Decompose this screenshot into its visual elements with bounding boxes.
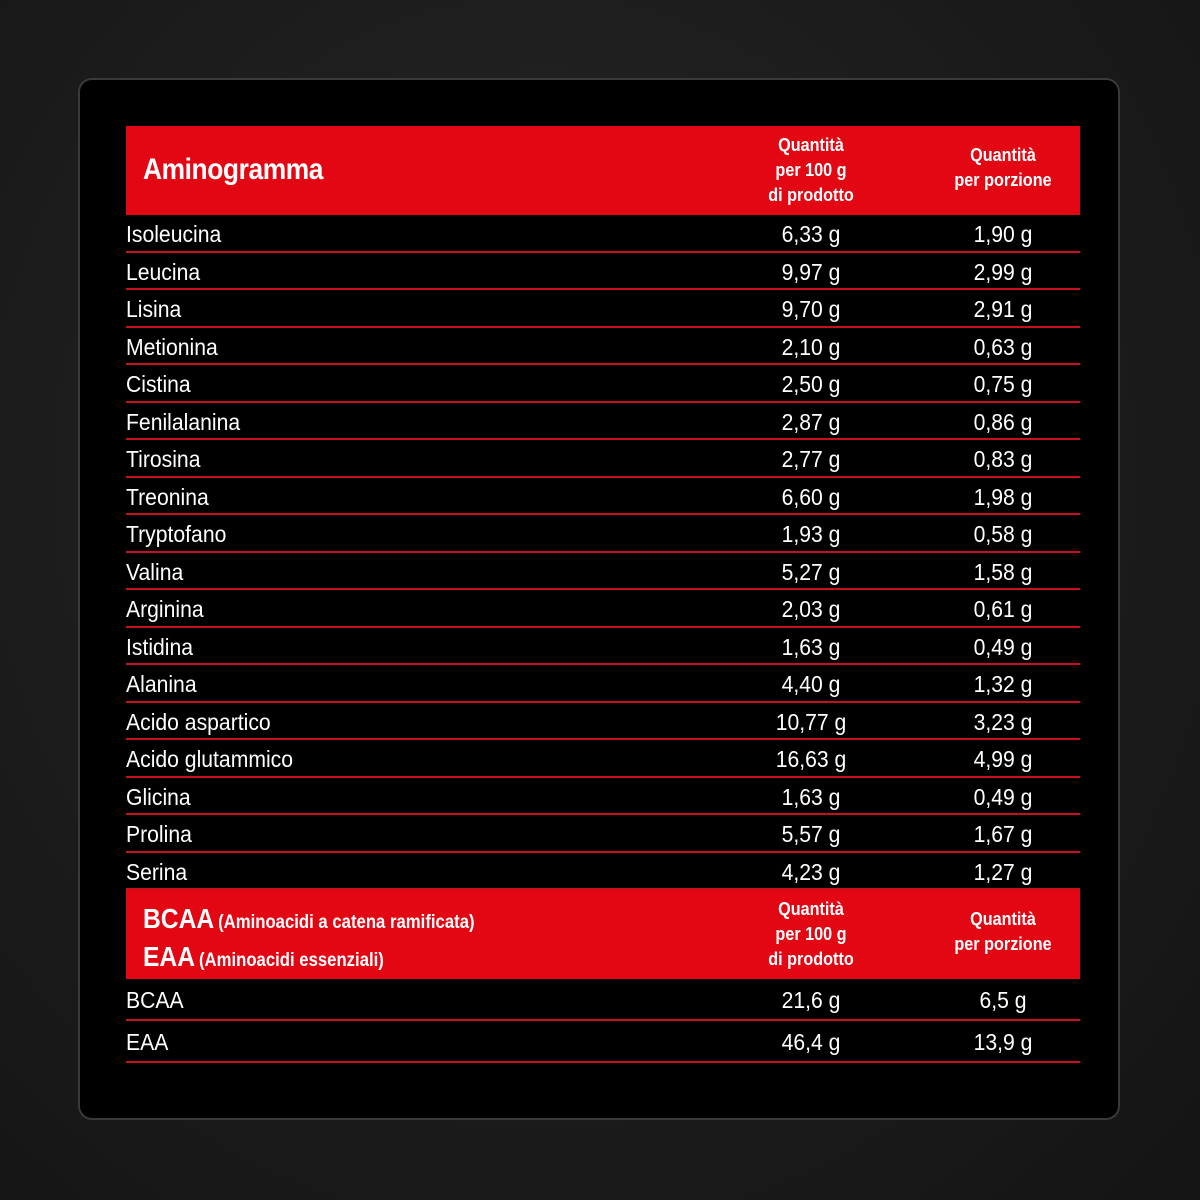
value-per-100g: 6,33 g	[781, 221, 841, 247]
table-row	[126, 215, 1080, 253]
table-row	[126, 628, 1080, 666]
table-row	[126, 853, 1080, 891]
table-row	[126, 665, 1080, 703]
value-per-portion: 1,27 g	[973, 858, 1033, 885]
value-per-100g: 5,57 g	[781, 821, 841, 847]
bcaa-title: BCAA	[143, 903, 215, 934]
value-per-portion: 0,86 g	[973, 408, 1033, 435]
value-per-100g: 10,77 g	[775, 708, 847, 735]
bcaa-eaa-header	[126, 890, 1080, 979]
table-row	[126, 553, 1080, 591]
header-per-100g: Quantità per 100 g di prodotto	[768, 899, 854, 969]
amino-acid-name: Tryptofano	[126, 521, 227, 547]
value-per-portion: 4,99 g	[973, 746, 1033, 772]
amino-acid-name: EAA	[126, 1029, 169, 1055]
amino-acid-name: Tirosina	[126, 446, 201, 472]
table-row	[126, 590, 1080, 628]
amino-acid-name: Arginina	[126, 596, 204, 622]
value-per-portion: 1,67 g	[973, 821, 1033, 847]
amino-acid-name: BCAA	[126, 987, 184, 1013]
table-row	[126, 365, 1080, 403]
aminogram-table	[126, 126, 1080, 1063]
value-per-100g: 46,4 g	[781, 1029, 841, 1055]
table-row	[126, 478, 1080, 516]
amino-acid-name: Glicina	[126, 783, 191, 810]
amino-acid-name: Leucina	[126, 258, 201, 285]
aminogram-title: Aminogramma	[143, 153, 324, 186]
amino-acid-name: Cistina	[126, 371, 191, 397]
value-per-portion: 0,63 g	[973, 333, 1033, 360]
nutrition-panel	[78, 78, 1120, 1120]
value-per-100g: 16,63 g	[775, 746, 847, 772]
aminogram-header	[126, 126, 1080, 215]
header-per-portion: Quantità per porzione	[954, 145, 1052, 190]
value-per-portion: 3,23 g	[973, 708, 1033, 735]
bcaa-subtitle: (Aminoacidi a catena ramificata)	[218, 912, 475, 933]
value-per-100g: 6,60 g	[781, 483, 841, 510]
amino-acid-name: Acido glutammico	[126, 746, 294, 772]
value-per-portion: 2,99 g	[973, 258, 1033, 285]
value-per-100g: 1,63 g	[781, 783, 841, 810]
table-row	[126, 740, 1080, 778]
header-per-100g: Quantità per 100 g di prodotto	[768, 135, 854, 205]
value-per-portion: 0,83 g	[973, 446, 1033, 472]
value-per-100g: 2,03 g	[781, 596, 841, 622]
amino-acid-name: Fenilalanina	[126, 408, 241, 435]
header-per-portion: Quantità per porzione	[954, 909, 1052, 954]
amino-acid-name: Lisina	[126, 296, 182, 322]
value-per-portion: 0,49 g	[973, 783, 1033, 810]
value-per-portion: 1,90 g	[973, 221, 1033, 247]
amino-acid-name: Isoleucina	[126, 221, 222, 247]
value-per-100g: 4,23 g	[781, 858, 841, 885]
table-row	[126, 979, 1080, 1021]
amino-acid-name: Alanina	[126, 671, 197, 697]
bcaa-eaa-rows	[126, 979, 1080, 1063]
table-row	[126, 778, 1080, 816]
value-per-100g: 2,50 g	[781, 371, 841, 397]
eaa-subtitle: (Aminoacidi essenziali)	[198, 950, 384, 971]
amino-acid-name: Prolina	[126, 821, 192, 847]
amino-acid-name: Treonina	[126, 483, 209, 510]
value-per-portion: 0,58 g	[973, 521, 1033, 547]
table-row	[126, 1021, 1080, 1063]
value-per-portion: 0,49 g	[973, 633, 1033, 660]
value-per-portion: 1,98 g	[973, 483, 1033, 510]
eaa-title: EAA	[143, 941, 196, 972]
table-row	[126, 515, 1080, 553]
value-per-100g: 9,70 g	[781, 296, 841, 322]
amino-acid-name: Valina	[126, 558, 184, 585]
table-row	[126, 440, 1080, 478]
value-per-100g: 4,40 g	[781, 671, 841, 697]
value-per-100g: 2,10 g	[781, 333, 841, 360]
amino-acid-name: Istidina	[126, 633, 194, 660]
value-per-100g: 5,27 g	[781, 558, 841, 585]
amino-acid-name: Serina	[126, 858, 188, 885]
value-per-100g: 2,87 g	[781, 408, 841, 435]
value-per-100g: 1,93 g	[781, 521, 841, 547]
value-per-portion: 2,91 g	[973, 296, 1033, 322]
value-per-portion: 1,32 g	[973, 671, 1033, 697]
value-per-portion: 0,61 g	[973, 596, 1033, 622]
table-row	[126, 253, 1080, 291]
table-row	[126, 815, 1080, 853]
table-row	[126, 703, 1080, 741]
bcaa-eaa-title	[143, 900, 475, 976]
amino-acid-name: Acido aspartico	[126, 708, 271, 735]
table-row	[126, 290, 1080, 328]
value-per-portion: 13,9 g	[973, 1029, 1033, 1055]
amino-acid-name: Metionina	[126, 333, 218, 360]
value-per-100g: 1,63 g	[781, 633, 841, 660]
value-per-100g: 21,6 g	[781, 987, 841, 1013]
table-row	[126, 403, 1080, 441]
value-per-portion: 6,5 g	[979, 987, 1027, 1013]
aminogram-rows	[126, 215, 1080, 890]
value-per-100g: 9,97 g	[781, 258, 841, 285]
value-per-portion: 0,75 g	[973, 371, 1033, 397]
value-per-100g: 2,77 g	[781, 446, 841, 472]
table-row	[126, 328, 1080, 366]
value-per-portion: 1,58 g	[973, 558, 1033, 585]
